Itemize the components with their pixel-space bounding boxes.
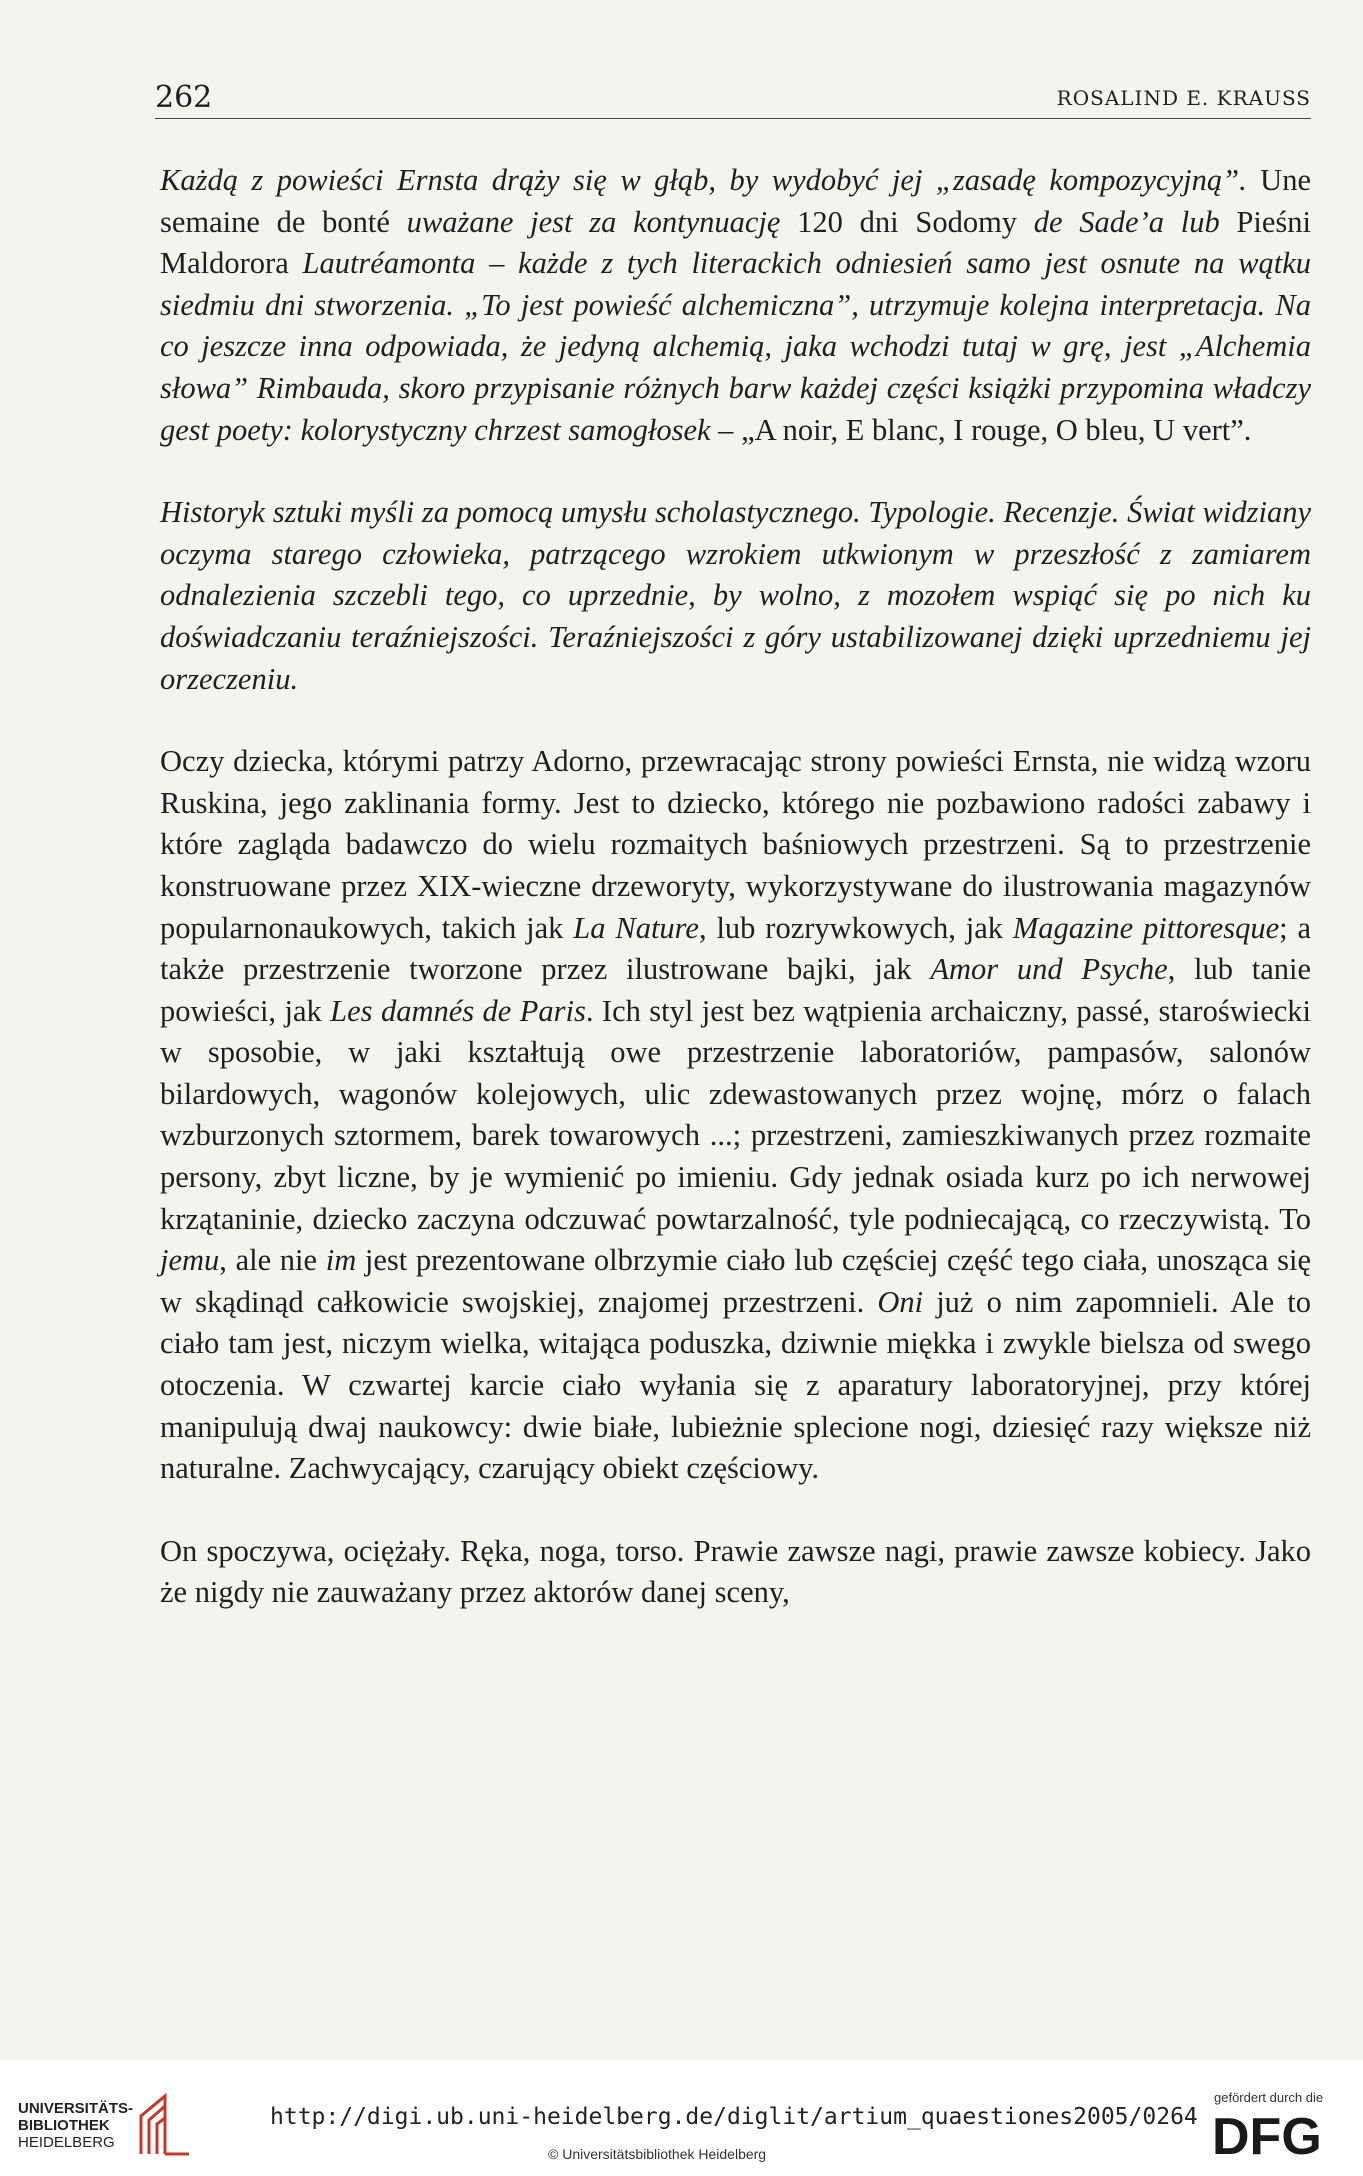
paragraph	[160, 741, 1311, 1490]
page-number: 262	[155, 80, 213, 115]
italic-text: Magazine pittoresque	[1012, 910, 1280, 945]
roman-text: . Ich styl jest bez wątpienia archaiczny, passé, staroświecki w sposobie, w jaki kształtują owe przestrzenie laboratoriów, pampasów, salonów bilardowych, wagonów kolejowych, ulic zdewastowanych przez wojnę, mórz o falach wzburzonych sztormem, barek towarowych ...; przestrzeni, zamieszkiwanych przez rozmaite persony, zbyt liczne, by je wymienić po imieniu. Gdy jednak osiada kurz po ich nerwowej krzątaninie, dziecko zaczyna odczuwać powtarzalność, tyle podniecającą, co rzeczywistą. To	[160, 993, 1311, 1236]
header-rule	[155, 118, 1311, 119]
roman-text: Pieśni Maldorora	[160, 204, 1311, 281]
roman-text: , lub rozrywkowych, jak	[698, 910, 1013, 945]
italic-text: Amor und Psyche	[930, 952, 1168, 987]
roman-text: 120 dni Sodomy	[797, 204, 1034, 239]
italic-text: Oni	[877, 1284, 924, 1319]
source-url[interactable]: http://digi.ub.uni-heidelberg.de/diglit/artium_quaestiones2005/0264	[270, 2104, 1198, 2130]
page-header	[155, 80, 1311, 120]
library-logo-icon	[135, 2092, 195, 2156]
library-line-3: HEIDELBERG	[18, 2134, 115, 2151]
roman-text: „A noir, E blanc, I rouge, O bleu, U vert”.	[741, 412, 1252, 447]
running-head: ROSALIND E. KRAUSS	[1056, 86, 1311, 110]
roman-text: , ale nie	[219, 1243, 326, 1278]
italic-text: Lautréamonta – każde z tych literackich odniesień samo jest osnute na wątku siedmiu dni stworzenia. „To jest powieść alchemiczna”, utrzymuje kolejna interpretacja. Na co jeszcze inna odpowiada, że jedyną alchemią, jaka wchodzi tutaj w grę, jest „Alchemia słowa” Rimbauda, skoro przypisanie różnych barw każdej części książki przypomina władczy gest poety: kolorystyczny chrzest samogłosek –	[160, 246, 1311, 447]
italic-text: uważane jest za kontynuację	[406, 204, 798, 239]
italic-text: im	[325, 1243, 357, 1278]
paragraph	[160, 492, 1311, 700]
roman-text: ; a także przestrzenie tworzone przez ilustrowane bajki, jak	[160, 910, 1311, 987]
italic-text: Historyk sztuki myśli za pomocą umysłu scholastycznego. Typologie. Recenzje. Świat widziany oczyma starego człowieka, patrzącego wzrokiem utkwionym w przeszłość z zamiarem odnalezienia szczebli tego, co uprzednie, by wolno, z mozołem wspiąć się po nich ku doświadczaniu teraźniejszości. Teraźniejszości z góry ustabilizowanej dzięki uprzedniemu jej orzeczeniu.	[160, 495, 1311, 696]
roman-text: Oczy dziecka, którymi patrzy Adorno, przewracając strony powieści Ernsta, nie widzą wzoru Ruskina, jego zaklinania formy. Jest to dziecko, którego nie pozbawiono radości zabawy i które zagląda badawczo do wielu rozmaitych baśniowych przestrzeni. Są to przestrzenie konstruowane przez XIX-wieczne drzeworyty, wykorzystywane do ilustrowania magazynów popularnonaukowych, takich jak	[160, 744, 1311, 945]
paragraph	[160, 160, 1311, 451]
library-name	[18, 2100, 133, 2151]
digitization-footer	[0, 2060, 1363, 2176]
library-line-2: BIBLIOTHEK	[18, 2117, 110, 2134]
dfg-logo-text: DFG	[1212, 2108, 1322, 2160]
roman-text: On spoczywa, ociężały. Ręka, noga, torso. Prawie zawsze nagi, prawie zawsze kobiecy. Jako że nigdy nie zauważany przez aktorów danej sceny,	[160, 1533, 1311, 1610]
roman-text: Une semaine de bonté	[160, 163, 1311, 239]
italic-text: Les damnés de Paris	[330, 993, 586, 1028]
dfg-logo-icon	[1210, 2108, 1340, 2160]
italic-text: de Sade’a lub	[1033, 204, 1237, 239]
italic-text: La Nature	[573, 910, 699, 945]
italic-text: jemu	[160, 1243, 220, 1278]
roman-text: już o nim zapomnieli. Ale to ciało tam jest, niczym wielka, witająca poduszka, dziwnie miękka i zwykle bielsza od swego otoczenia. W czwartej karcie ciało wyłania się z aparatury laboratoryjnej, przy której manipulują dwaj naukowcy: dwie białe, lubieżnie splecione nogi, dziesięć razy większe niż naturalne. Zachwycający, czarujący obiekt częściowy.	[160, 1284, 1311, 1486]
paragraph	[160, 1531, 1311, 1614]
library-line-1: UNIVERSITÄTS-	[18, 2100, 134, 2117]
funder-note: gefördert durch die	[1214, 2090, 1324, 2105]
copyright-notice: © Universitätsbibliothek Heidelberg	[548, 2146, 767, 2162]
body-text	[160, 160, 1311, 1655]
roman-text: jest prezentowane olbrzymie ciało lub częściej część tego ciała, unosząca się w skądinąd całkowicie swojskiej, znajomej przestrzeni.	[160, 1243, 1312, 1319]
italic-text: Każdą z powieści Ernsta drąży się w głąb, by wydobyć jej „zasadę kompozycyjną”.	[160, 163, 1261, 197]
roman-text: , lub tanie powieści, jak	[160, 952, 1311, 1028]
